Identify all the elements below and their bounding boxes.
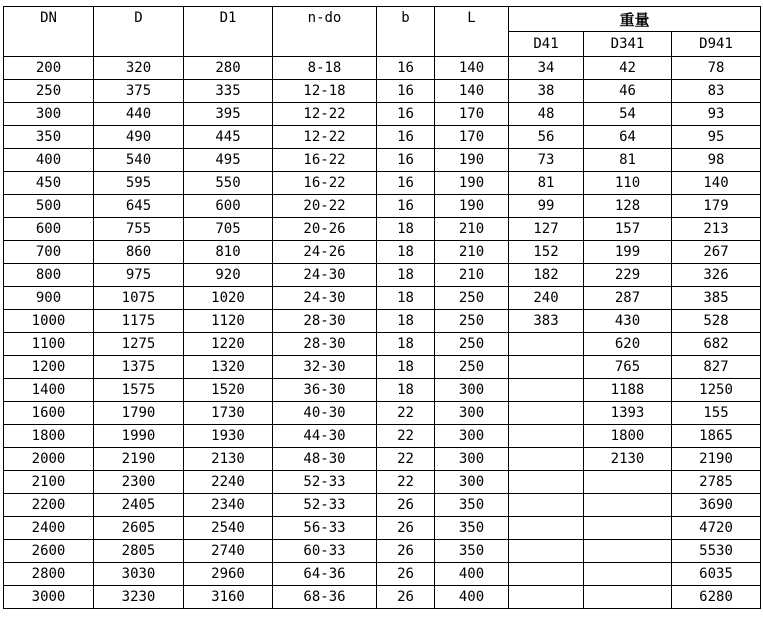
- cell-dn: 2000: [4, 448, 94, 471]
- cell-d41: 99: [509, 195, 584, 218]
- cell-l: 300: [435, 448, 509, 471]
- cell-dn: 1000: [4, 310, 94, 333]
- cell-d1: 1120: [184, 310, 273, 333]
- table-row: [4, 172, 761, 195]
- cell-b: 16: [377, 103, 435, 126]
- cell-d41: [509, 471, 584, 494]
- header-d1: D1: [184, 7, 273, 57]
- cell-d941: 83: [672, 80, 761, 103]
- cell-b: 16: [377, 195, 435, 218]
- cell-d1: 3160: [184, 586, 273, 609]
- cell-d341: 2130: [584, 448, 672, 471]
- cell-dn: 250: [4, 80, 94, 103]
- cell-n-do: 28-30: [273, 310, 377, 333]
- cell-d41: [509, 494, 584, 517]
- cell-l: 170: [435, 103, 509, 126]
- cell-d: 1275: [94, 333, 184, 356]
- cell-d341: 42: [584, 57, 672, 80]
- table-row: [4, 586, 761, 609]
- cell-d1: 335: [184, 80, 273, 103]
- cell-d: 975: [94, 264, 184, 287]
- cell-n-do: 40-30: [273, 402, 377, 425]
- table-row: [4, 540, 761, 563]
- cell-d: 595: [94, 172, 184, 195]
- cell-d941: 213: [672, 218, 761, 241]
- cell-d941: 3690: [672, 494, 761, 517]
- cell-d: 3030: [94, 563, 184, 586]
- cell-n-do: 12-22: [273, 126, 377, 149]
- cell-n-do: 8-18: [273, 57, 377, 80]
- cell-d1: 600: [184, 195, 273, 218]
- table-row: [4, 402, 761, 425]
- table-row: [4, 494, 761, 517]
- table-row: [4, 103, 761, 126]
- cell-d341: 765: [584, 356, 672, 379]
- cell-d341: [584, 494, 672, 517]
- cell-b: 26: [377, 563, 435, 586]
- cell-d: 2300: [94, 471, 184, 494]
- table-row: [4, 287, 761, 310]
- cell-d: 1790: [94, 402, 184, 425]
- cell-d: 860: [94, 241, 184, 264]
- cell-d41: 152: [509, 241, 584, 264]
- cell-d341: [584, 540, 672, 563]
- cell-d: 320: [94, 57, 184, 80]
- cell-dn: 900: [4, 287, 94, 310]
- cell-l: 300: [435, 379, 509, 402]
- cell-d341: [584, 563, 672, 586]
- cell-d1: 2240: [184, 471, 273, 494]
- cell-d41: [509, 402, 584, 425]
- cell-n-do: 32-30: [273, 356, 377, 379]
- table-row: [4, 195, 761, 218]
- header-d941: D941: [672, 32, 761, 57]
- cell-dn: 1100: [4, 333, 94, 356]
- cell-dn: 300: [4, 103, 94, 126]
- table-row: [4, 126, 761, 149]
- cell-d941: 2190: [672, 448, 761, 471]
- cell-b: 18: [377, 218, 435, 241]
- cell-d341: 64: [584, 126, 672, 149]
- cell-d1: 705: [184, 218, 273, 241]
- cell-d41: 38: [509, 80, 584, 103]
- cell-b: 16: [377, 80, 435, 103]
- cell-d941: 5530: [672, 540, 761, 563]
- cell-b: 18: [377, 287, 435, 310]
- cell-d1: 1730: [184, 402, 273, 425]
- cell-d41: [509, 563, 584, 586]
- cell-d341: 1800: [584, 425, 672, 448]
- cell-n-do: 12-18: [273, 80, 377, 103]
- cell-d41: 383: [509, 310, 584, 333]
- cell-n-do: 20-22: [273, 195, 377, 218]
- cell-dn: 2800: [4, 563, 94, 586]
- cell-d41: [509, 540, 584, 563]
- cell-d1: 1930: [184, 425, 273, 448]
- table-row: [4, 356, 761, 379]
- cell-d341: [584, 586, 672, 609]
- cell-d341: [584, 517, 672, 540]
- cell-d41: 182: [509, 264, 584, 287]
- cell-n-do: 12-22: [273, 103, 377, 126]
- cell-d41: 127: [509, 218, 584, 241]
- cell-d41: [509, 448, 584, 471]
- cell-b: 26: [377, 517, 435, 540]
- cell-d941: 682: [672, 333, 761, 356]
- cell-d1: 495: [184, 149, 273, 172]
- cell-b: 26: [377, 494, 435, 517]
- header-l: L: [435, 7, 509, 57]
- cell-dn: 500: [4, 195, 94, 218]
- cell-l: 300: [435, 471, 509, 494]
- cell-l: 400: [435, 586, 509, 609]
- cell-d1: 395: [184, 103, 273, 126]
- cell-l: 350: [435, 517, 509, 540]
- table-row: [4, 517, 761, 540]
- cell-d: 2805: [94, 540, 184, 563]
- cell-b: 18: [377, 379, 435, 402]
- cell-d941: 4720: [672, 517, 761, 540]
- cell-d: 1575: [94, 379, 184, 402]
- cell-l: 210: [435, 218, 509, 241]
- table-row: [4, 333, 761, 356]
- cell-d1: 445: [184, 126, 273, 149]
- cell-dn: 1200: [4, 356, 94, 379]
- cell-n-do: 16-22: [273, 172, 377, 195]
- cell-d1: 1320: [184, 356, 273, 379]
- cell-d941: 140: [672, 172, 761, 195]
- cell-dn: 2400: [4, 517, 94, 540]
- cell-n-do: 48-30: [273, 448, 377, 471]
- cell-b: 16: [377, 149, 435, 172]
- cell-l: 300: [435, 402, 509, 425]
- cell-d1: 280: [184, 57, 273, 80]
- table-row: [4, 379, 761, 402]
- cell-d: 2405: [94, 494, 184, 517]
- cell-n-do: 20-26: [273, 218, 377, 241]
- cell-d941: 267: [672, 241, 761, 264]
- cell-d341: [584, 471, 672, 494]
- cell-d41: 240: [509, 287, 584, 310]
- cell-d: 1375: [94, 356, 184, 379]
- cell-l: 140: [435, 80, 509, 103]
- table-row: [4, 563, 761, 586]
- cell-d41: [509, 333, 584, 356]
- cell-d: 1175: [94, 310, 184, 333]
- cell-d: 3230: [94, 586, 184, 609]
- cell-d941: 6280: [672, 586, 761, 609]
- cell-d: 540: [94, 149, 184, 172]
- cell-d341: 1393: [584, 402, 672, 425]
- cell-l: 210: [435, 264, 509, 287]
- cell-d341: 199: [584, 241, 672, 264]
- cell-l: 350: [435, 494, 509, 517]
- cell-n-do: 24-30: [273, 287, 377, 310]
- cell-d41: 81: [509, 172, 584, 195]
- cell-d341: 287: [584, 287, 672, 310]
- cell-dn: 800: [4, 264, 94, 287]
- cell-d341: 157: [584, 218, 672, 241]
- cell-d1: 1220: [184, 333, 273, 356]
- cell-n-do: 56-33: [273, 517, 377, 540]
- cell-d341: 81: [584, 149, 672, 172]
- cell-n-do: 60-33: [273, 540, 377, 563]
- cell-d41: 56: [509, 126, 584, 149]
- table-row: [4, 218, 761, 241]
- cell-b: 16: [377, 126, 435, 149]
- table-row: [4, 264, 761, 287]
- cell-d1: 2340: [184, 494, 273, 517]
- cell-d941: 179: [672, 195, 761, 218]
- cell-n-do: 52-33: [273, 494, 377, 517]
- cell-d341: 54: [584, 103, 672, 126]
- cell-l: 210: [435, 241, 509, 264]
- cell-dn: 2100: [4, 471, 94, 494]
- cell-l: 400: [435, 563, 509, 586]
- cell-l: 190: [435, 195, 509, 218]
- cell-d941: 98: [672, 149, 761, 172]
- cell-n-do: 68-36: [273, 586, 377, 609]
- header-n-do: n-do: [273, 7, 377, 57]
- cell-d: 645: [94, 195, 184, 218]
- cell-dn: 2600: [4, 540, 94, 563]
- cell-d41: [509, 425, 584, 448]
- header-d41: D41: [509, 32, 584, 57]
- cell-b: 18: [377, 310, 435, 333]
- cell-d1: 810: [184, 241, 273, 264]
- cell-l: 250: [435, 310, 509, 333]
- cell-d1: 2740: [184, 540, 273, 563]
- cell-d: 490: [94, 126, 184, 149]
- cell-dn: 1600: [4, 402, 94, 425]
- cell-d341: 110: [584, 172, 672, 195]
- cell-d1: 550: [184, 172, 273, 195]
- cell-n-do: 24-30: [273, 264, 377, 287]
- cell-l: 350: [435, 540, 509, 563]
- cell-n-do: 16-22: [273, 149, 377, 172]
- table-row: [4, 310, 761, 333]
- cell-n-do: 44-30: [273, 425, 377, 448]
- cell-d941: 93: [672, 103, 761, 126]
- cell-d1: 920: [184, 264, 273, 287]
- header-weight: 重量: [509, 7, 761, 32]
- cell-dn: 350: [4, 126, 94, 149]
- cell-d941: 95: [672, 126, 761, 149]
- cell-l: 190: [435, 172, 509, 195]
- cell-l: 250: [435, 356, 509, 379]
- cell-d941: 528: [672, 310, 761, 333]
- cell-d341: 1188: [584, 379, 672, 402]
- cell-d941: 2785: [672, 471, 761, 494]
- table-row: [4, 149, 761, 172]
- cell-d: 440: [94, 103, 184, 126]
- cell-d941: 78: [672, 57, 761, 80]
- cell-d: 755: [94, 218, 184, 241]
- cell-d: 1990: [94, 425, 184, 448]
- cell-d941: 385: [672, 287, 761, 310]
- cell-b: 26: [377, 540, 435, 563]
- cell-d: 375: [94, 80, 184, 103]
- cell-dn: 450: [4, 172, 94, 195]
- cell-d1: 2540: [184, 517, 273, 540]
- cell-d941: 827: [672, 356, 761, 379]
- cell-l: 250: [435, 287, 509, 310]
- spec-table: [3, 6, 761, 609]
- cell-dn: 1400: [4, 379, 94, 402]
- cell-l: 250: [435, 333, 509, 356]
- cell-d941: 155: [672, 402, 761, 425]
- table-row: [4, 57, 761, 80]
- cell-d41: 48: [509, 103, 584, 126]
- cell-b: 16: [377, 57, 435, 80]
- cell-d: 2190: [94, 448, 184, 471]
- cell-d1: 2960: [184, 563, 273, 586]
- header-d: D: [94, 7, 184, 57]
- cell-b: 22: [377, 471, 435, 494]
- cell-d941: 326: [672, 264, 761, 287]
- cell-d41: 34: [509, 57, 584, 80]
- cell-b: 22: [377, 425, 435, 448]
- cell-d941: 1250: [672, 379, 761, 402]
- table-row: [4, 241, 761, 264]
- cell-dn: 200: [4, 57, 94, 80]
- cell-dn: 600: [4, 218, 94, 241]
- table-row: [4, 471, 761, 494]
- cell-l: 140: [435, 57, 509, 80]
- cell-d341: 128: [584, 195, 672, 218]
- cell-l: 170: [435, 126, 509, 149]
- header-b: b: [377, 7, 435, 57]
- cell-d1: 2130: [184, 448, 273, 471]
- cell-b: 18: [377, 356, 435, 379]
- cell-d41: [509, 517, 584, 540]
- table-row: [4, 448, 761, 471]
- cell-d41: [509, 586, 584, 609]
- cell-d941: 1865: [672, 425, 761, 448]
- cell-l: 300: [435, 425, 509, 448]
- cell-n-do: 64-36: [273, 563, 377, 586]
- cell-d41: [509, 379, 584, 402]
- cell-b: 18: [377, 264, 435, 287]
- cell-d341: 430: [584, 310, 672, 333]
- cell-l: 190: [435, 149, 509, 172]
- cell-d341: 46: [584, 80, 672, 103]
- cell-d341: 620: [584, 333, 672, 356]
- cell-dn: 700: [4, 241, 94, 264]
- cell-b: 18: [377, 333, 435, 356]
- cell-d41: 73: [509, 149, 584, 172]
- table-body: [4, 57, 761, 609]
- cell-dn: 400: [4, 149, 94, 172]
- header-dn: DN: [4, 7, 94, 57]
- cell-b: 18: [377, 241, 435, 264]
- cell-b: 16: [377, 172, 435, 195]
- cell-d1: 1520: [184, 379, 273, 402]
- table-row: [4, 80, 761, 103]
- cell-d: 2605: [94, 517, 184, 540]
- table-row: [4, 425, 761, 448]
- cell-n-do: 28-30: [273, 333, 377, 356]
- cell-d1: 1020: [184, 287, 273, 310]
- cell-dn: 3000: [4, 586, 94, 609]
- cell-n-do: 52-33: [273, 471, 377, 494]
- cell-d41: [509, 356, 584, 379]
- cell-b: 22: [377, 402, 435, 425]
- cell-b: 26: [377, 586, 435, 609]
- cell-n-do: 24-26: [273, 241, 377, 264]
- header-d341: D341: [584, 32, 672, 57]
- cell-d941: 6035: [672, 563, 761, 586]
- cell-dn: 1800: [4, 425, 94, 448]
- cell-dn: 2200: [4, 494, 94, 517]
- cell-n-do: 36-30: [273, 379, 377, 402]
- cell-b: 22: [377, 448, 435, 471]
- cell-d: 1075: [94, 287, 184, 310]
- cell-d341: 229: [584, 264, 672, 287]
